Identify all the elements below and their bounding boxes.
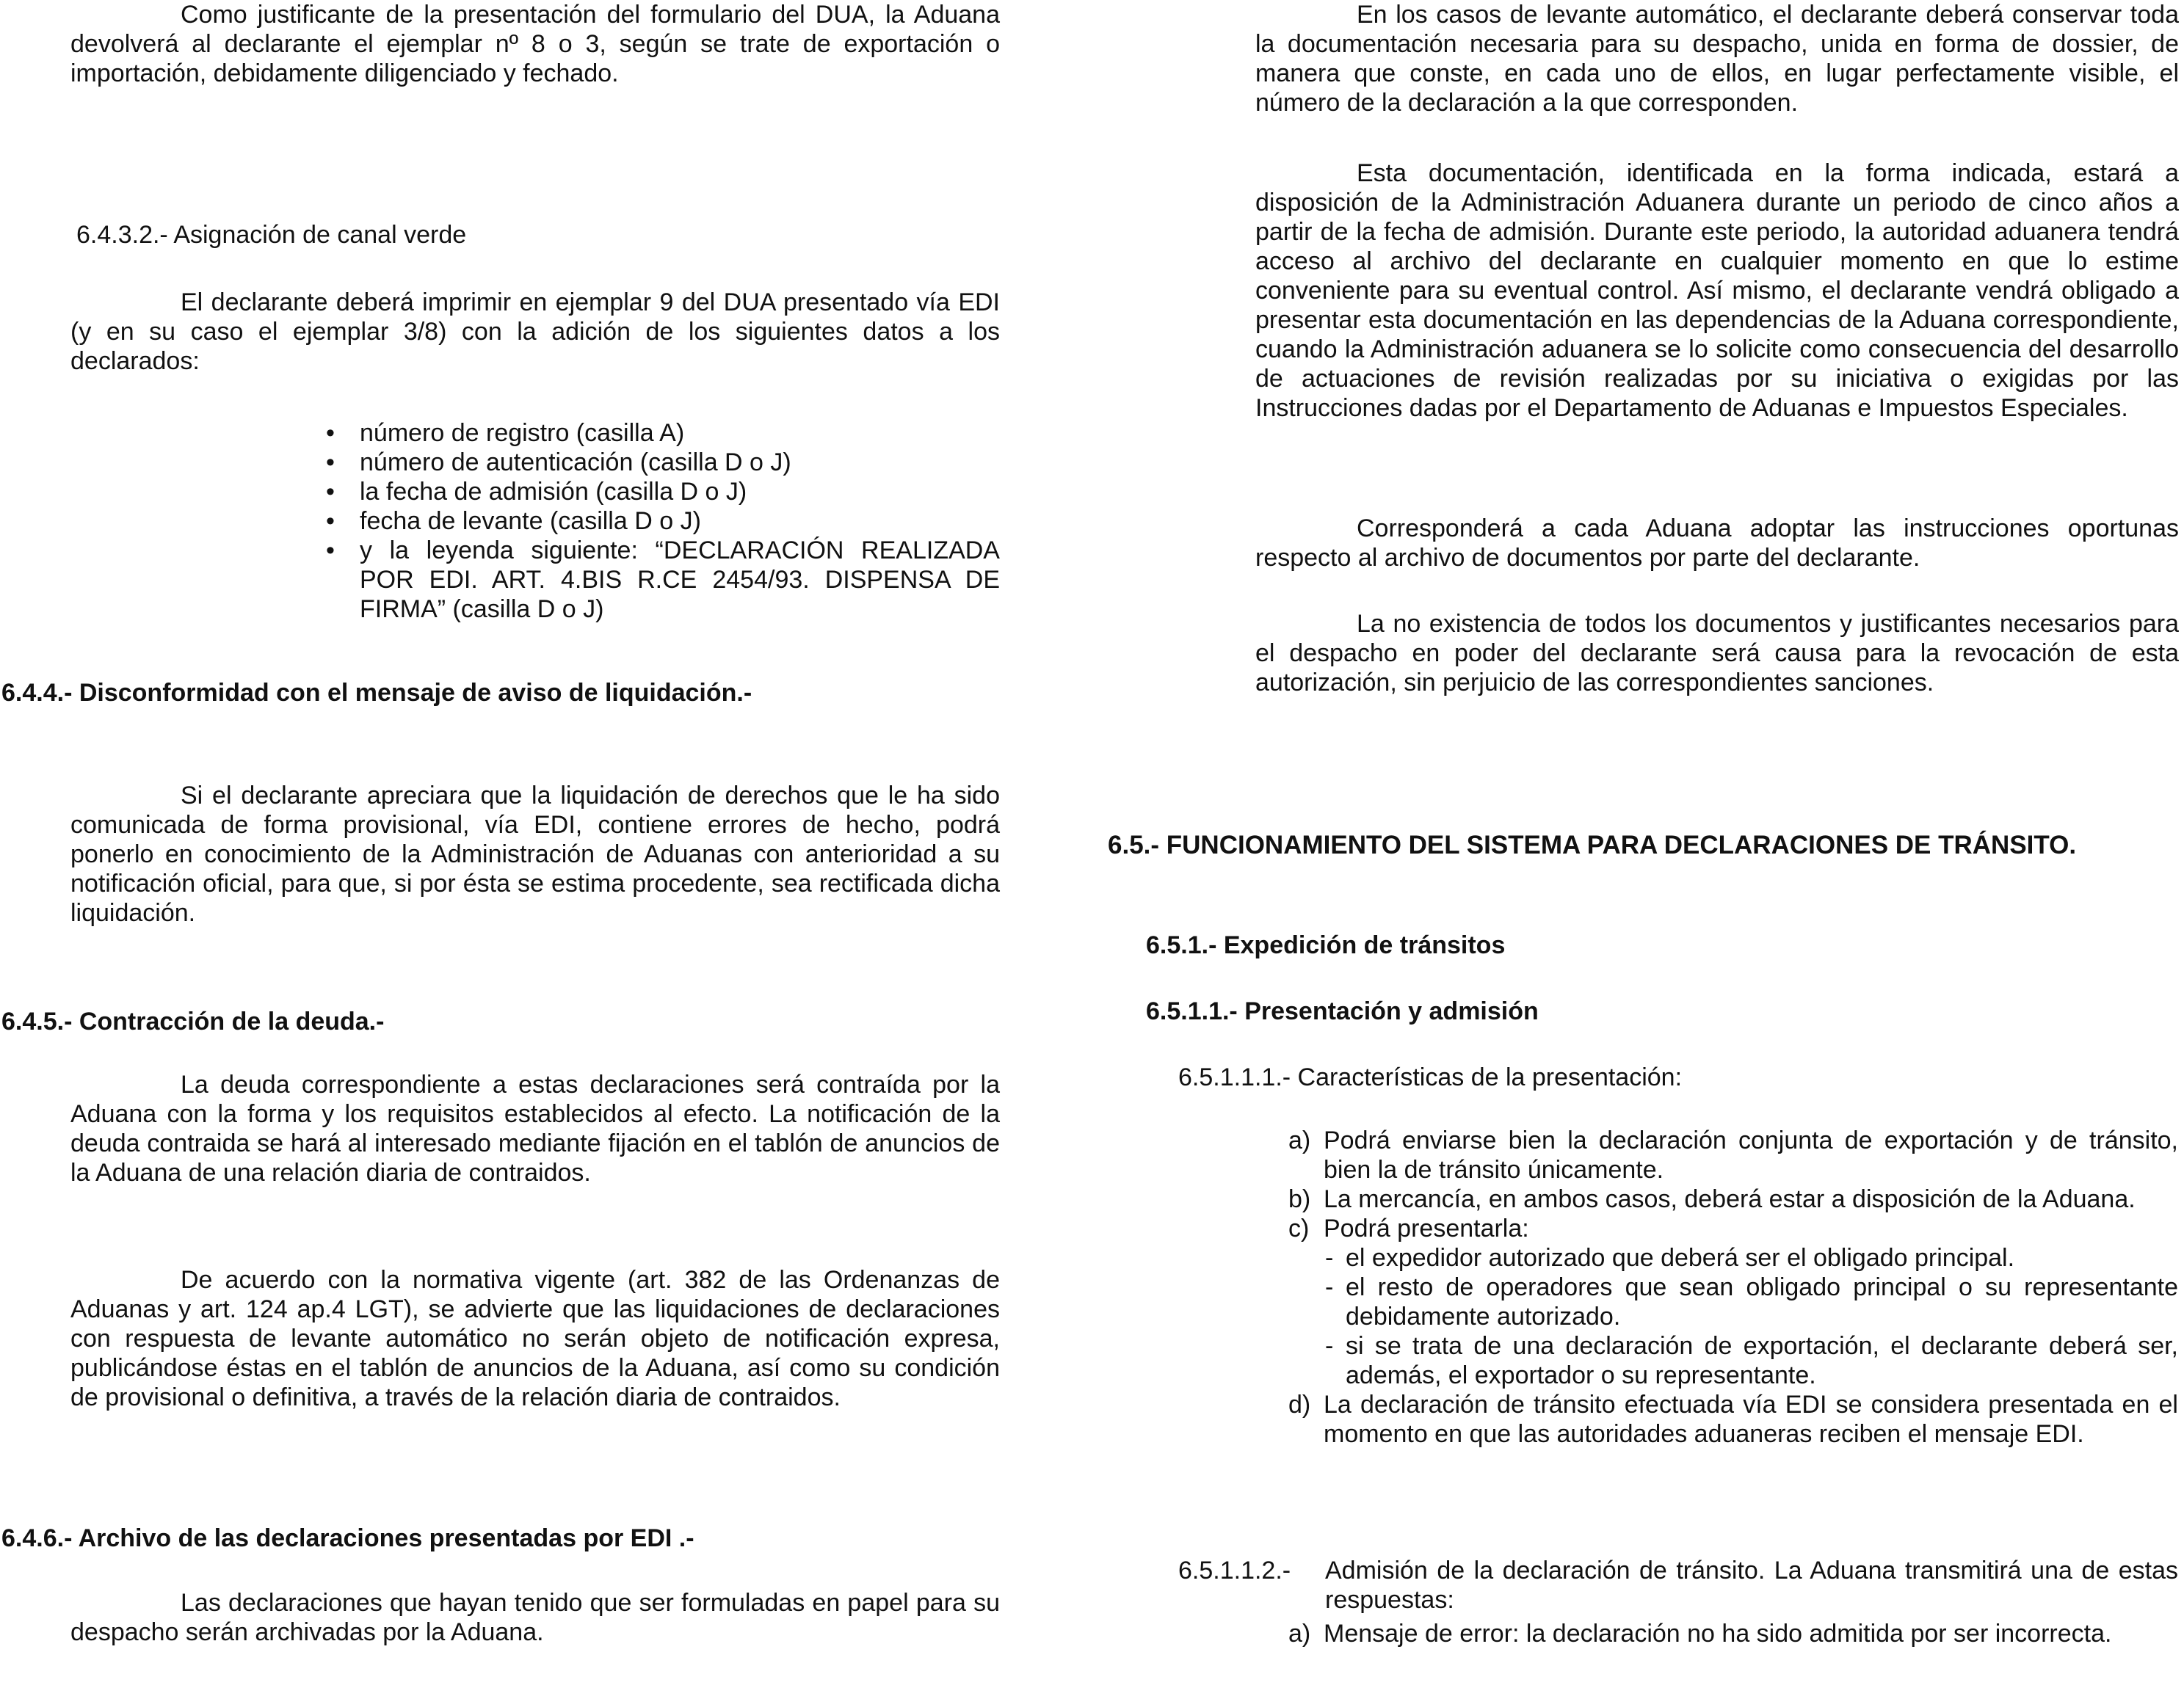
list-item: • fecha de levante (casilla D o J) xyxy=(323,506,1000,536)
heading-text: Admisión de la declaración de tránsito. La Aduana transmitirá una de estas respuestas: xyxy=(1325,1557,2178,1614)
item-letter: a) xyxy=(1288,1620,1311,1648)
dash-item: - si se trata de una declaración de exportación, el declarante deberá ser, además, el exportador o su representante. xyxy=(1325,1332,2178,1389)
heading-6-4-5: 6.4.5.- Contracción de la deuda.- xyxy=(1,1008,385,1036)
presentation-list xyxy=(1288,1126,2178,1449)
heading-6-5: 6.5.- FUNCIONAMIENTO DEL SISTEMA PARA DECLARACIONES DE TRÁNSITO. xyxy=(1108,831,2077,859)
heading-6-5-1: 6.5.1.- Expedición de tránsitos xyxy=(1146,931,1506,959)
paragraph-6-4-5-b: De acuerdo con la normativa vigente (art. 382 de las Ordenanzas de Aduanas y art. 124 ap.4 LGT), se advierte que las liquidaciones de declaraciones con respuesta de levante automático no serán objeto de notificación expresa, publicándose éstas en el tablón de anuncios de la Aduana, así como su condición de provisional o definitiva, a través de la relación diaria de contraidos. xyxy=(70,1266,1000,1411)
item-letter: b) xyxy=(1288,1185,1311,1213)
heading-6-5-1-1-1: 6.5.1.1.1.- Características de la presentación: xyxy=(1178,1063,1683,1091)
paragraph-instrucciones: Corresponderá a cada Aduana adoptar las instrucciones oportunas respecto al archivo de documentos por parte del declarante. xyxy=(1255,514,2179,572)
heading-6-4-3-2: 6.4.3.2.- Asignación de canal verde xyxy=(76,221,467,249)
list-item xyxy=(1288,1185,2178,1214)
item-text: Podrá enviarse bien la declaración conjunta de exportación y de tránsito, bien la de tránsito únicamente. xyxy=(1324,1127,2178,1184)
list-item: • la fecha de admisión (casilla D o J) xyxy=(323,477,1000,506)
list-item xyxy=(1288,1390,2178,1449)
item-letter: a) xyxy=(1288,1127,1311,1154)
paragraph-6-4-4: Si el declarante apreciara que la liquidación de derechos que le ha sido comunicada de forma provisional, vía EDI, contiene errores de hecho, podrá ponerlo en conocimiento de la Administración de Aduanas con anterioridad a su notificación oficial, para que, si por ésta se estima procedente, sea rectificada dicha liquidación. xyxy=(70,782,1000,927)
item-letter: d) xyxy=(1288,1391,1311,1419)
list-item xyxy=(1288,1619,2178,1648)
heading-6-5-1-1-2 xyxy=(1178,1556,2178,1615)
paragraph-6-4-6: Las declaraciones que hayan tenido que ser formuladas en papel para su despacho serán archivadas por la Aduana. xyxy=(70,1589,1000,1646)
heading-number: 6.5.1.1.2.- xyxy=(1178,1557,1291,1585)
heading-6-4-6: 6.4.6.- Archivo de las declaraciones presentadas por EDI .- xyxy=(1,1524,694,1552)
list-item xyxy=(1288,1214,2178,1390)
list-item xyxy=(1288,1126,2178,1185)
item-letter: c) xyxy=(1288,1215,1310,1243)
data-list xyxy=(323,418,1000,624)
item-text: La mercancía, en ambos casos, deberá estar a disposición de la Aduana. xyxy=(1324,1185,2136,1213)
dash-item: - el expedidor autorizado que deberá ser el obligado principal. xyxy=(1325,1244,2015,1272)
item-text: Mensaje de error: la declaración no ha sido admitida por ser incorrecta. xyxy=(1324,1620,2112,1648)
list-item: • número de autenticación (casilla D o J) xyxy=(323,448,1000,477)
heading-6-5-1-1: 6.5.1.1.- Presentación y admisión xyxy=(1146,997,1539,1025)
heading-6-4-4: 6.4.4.- Disconformidad con el mensaje de aviso de liquidación.- xyxy=(1,679,752,707)
response-list xyxy=(1288,1619,2178,1648)
paragraph-6-4-5-a: La deuda correspondiente a estas declaraciones será contraída por la Aduana con la forma y los requisitos establecidos al efecto. La notificación de la deuda contraida se hará al interesado mediante fijación en el tablón de anuncios de la Aduana de una relación diaria de contraidos. xyxy=(70,1071,1000,1187)
list-item: • número de registro (casilla A) xyxy=(323,418,1000,448)
paragraph-documentacion: Esta documentación, identificada en la forma indicada, estará a disposición de la Administración Aduanera durante un periodo de cinco años a partir de la fecha de admisión. Durante este periodo, la autoridad aduanera tendrá acceso al archivo del declarante en cualquier momento en que lo estime conveniente para su eventual control. Así mismo, el declarante vendrá obligado a presentar esta documentación en las dependencias de la Aduana correspondiente, cuando la Administración aduanera se lo solicite como consecuencia del desarrollo de actuaciones de revisión realizadas por su iniciativa o exigidas por las Instrucciones dadas por el Departamento de Aduanas e Impuestos Especiales. xyxy=(1255,159,2179,422)
list-item: • y la leyenda siguiente: “DECLARACIÓN REALIZADA POR EDI. ART. 4.BIS R.CE 2454/93. DISPENSA DE FIRMA” (casilla D o J) xyxy=(323,536,1000,624)
item-text: Podrá presentarla: xyxy=(1324,1215,1529,1243)
paragraph-revocacion: La no existencia de todos los documentos y justificantes necesarios para el despacho en poder del declarante será causa para la revocación de esta autorización, sin perjuicio de las correspondientes sanciones. xyxy=(1255,610,2179,696)
paragraph-levante: En los casos de levante automático, el declarante deberá conservar toda la documentación necesaria para su despacho, unida en forma de dossier, de manera que conste, en cada uno de ellos, en lugar perfectamente visible, el número de la declaración a la que corresponden. xyxy=(1255,1,2179,117)
item-text: La declaración de tránsito efectuada vía EDI se considera presentada en el momento en que las autoridades aduaneras reciben el mensaje EDI. xyxy=(1324,1391,2178,1448)
intro-paragraph: Como justificante de la presentación del formulario del DUA, la Aduana devolverá al declarante el ejemplar nº 8 o 3, según se trate de exportación o importación, debidamente diligenciado y fechado. xyxy=(70,1,1000,87)
dash-item: - el resto de operadores que sean obligado principal o su representante debidamente autorizado. xyxy=(1325,1273,2178,1331)
paragraph-6-4-3-2: El declarante deberá imprimir en ejemplar 9 del DUA presentado vía EDI (y en su caso el ejemplar 3/8) con la adición de los siguientes datos a los declarados: xyxy=(70,288,1000,375)
